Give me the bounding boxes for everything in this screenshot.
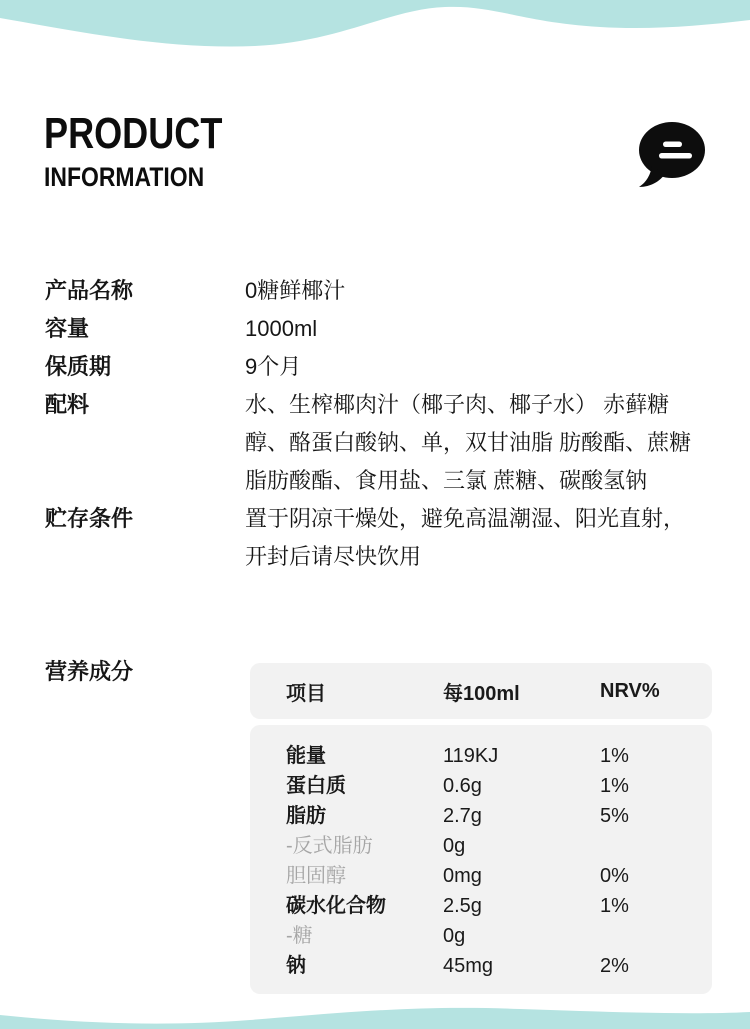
page-title bbox=[44, 109, 262, 192]
detail-row-ingredients bbox=[45, 386, 705, 500]
cell-nrv: 1% bbox=[600, 745, 629, 767]
table-row-carbohydrate bbox=[286, 891, 712, 921]
nutrition-table-body bbox=[250, 725, 712, 994]
cell-per100ml: 45mg bbox=[443, 955, 494, 977]
cell-per100ml: 119KJ bbox=[443, 745, 499, 767]
nutrition-section-label: 营养成分 bbox=[45, 659, 134, 684]
detail-value: 9个月 bbox=[245, 354, 302, 379]
table-row-sugar bbox=[286, 921, 712, 951]
detail-label: 容量 bbox=[45, 316, 90, 341]
table-row-sodium bbox=[286, 951, 712, 981]
detail-row-product-name bbox=[45, 272, 705, 310]
detail-row-shelf-life bbox=[45, 348, 705, 386]
title-line-information: INFORMATION bbox=[44, 162, 205, 192]
cell-item: 胆固醇 bbox=[286, 865, 346, 887]
cell-per100ml: 2.5g bbox=[443, 895, 482, 917]
table-row-cholesterol bbox=[286, 861, 712, 891]
column-header-nrv: NRV% bbox=[600, 679, 660, 702]
detail-value: 0糖鲜椰汁 bbox=[245, 278, 346, 303]
column-header-item: 项目 bbox=[286, 682, 326, 705]
table-row-trans-fat bbox=[286, 831, 712, 861]
cell-per100ml: 0g bbox=[443, 835, 466, 857]
table-row-protein bbox=[286, 771, 712, 801]
nutrition-table-header bbox=[250, 663, 712, 719]
cell-nrv: 0% bbox=[600, 865, 629, 887]
cell-nrv: 1% bbox=[600, 895, 629, 917]
detail-row-storage bbox=[45, 500, 705, 576]
cell-per100ml: 0.6g bbox=[443, 775, 482, 797]
detail-value: 水、生榨椰肉汁（椰子肉、椰子水） 赤藓糖醇、酪蛋白酸钠、单，双甘油脂 肪酸酯、蔗糖脂肪酸酯、食用盐、三氯 蔗糖、碳酸氢钠 bbox=[245, 392, 692, 493]
cell-nrv: 1% bbox=[600, 775, 629, 797]
detail-label: 配料 bbox=[45, 392, 90, 417]
speech-bubble-icon bbox=[636, 120, 708, 192]
cell-item: 蛋白质 bbox=[286, 775, 346, 797]
cell-item: -糖 bbox=[286, 925, 313, 947]
table-row-fat bbox=[286, 801, 712, 831]
cell-item: -反式脂肪 bbox=[286, 835, 373, 857]
cell-nrv: 5% bbox=[600, 805, 629, 827]
cell-item: 能量 bbox=[286, 745, 326, 767]
detail-value: 置于阴凉干燥处，避免高温潮湿、阳光直射，开封后请尽快饮用 bbox=[245, 506, 686, 569]
cell-per100ml: 0g bbox=[443, 925, 466, 947]
bottom-wave-decoration bbox=[0, 1003, 750, 1029]
detail-label: 贮存条件 bbox=[45, 506, 134, 531]
detail-value: 1000ml bbox=[245, 316, 318, 341]
table-row-energy bbox=[286, 741, 712, 771]
cell-item: 脂肪 bbox=[286, 805, 326, 827]
cell-per100ml: 2.7g bbox=[443, 805, 482, 827]
detail-label: 产品名称 bbox=[45, 278, 134, 303]
cell-per100ml: 0mg bbox=[443, 865, 482, 887]
product-details-list bbox=[45, 272, 705, 576]
cell-item: 碳水化合物 bbox=[286, 895, 386, 917]
cell-item: 钠 bbox=[286, 955, 306, 977]
column-header-per100ml: 每100ml bbox=[443, 682, 520, 705]
title-line-product: PRODUCT bbox=[44, 109, 223, 158]
nutrition-table bbox=[250, 663, 712, 994]
detail-label: 保质期 bbox=[45, 354, 112, 379]
cell-nrv: 2% bbox=[600, 955, 629, 977]
cell-nrv bbox=[600, 831, 712, 861]
detail-row-capacity bbox=[45, 310, 705, 348]
cell-nrv bbox=[600, 921, 712, 951]
top-wave-decoration bbox=[0, 0, 750, 55]
